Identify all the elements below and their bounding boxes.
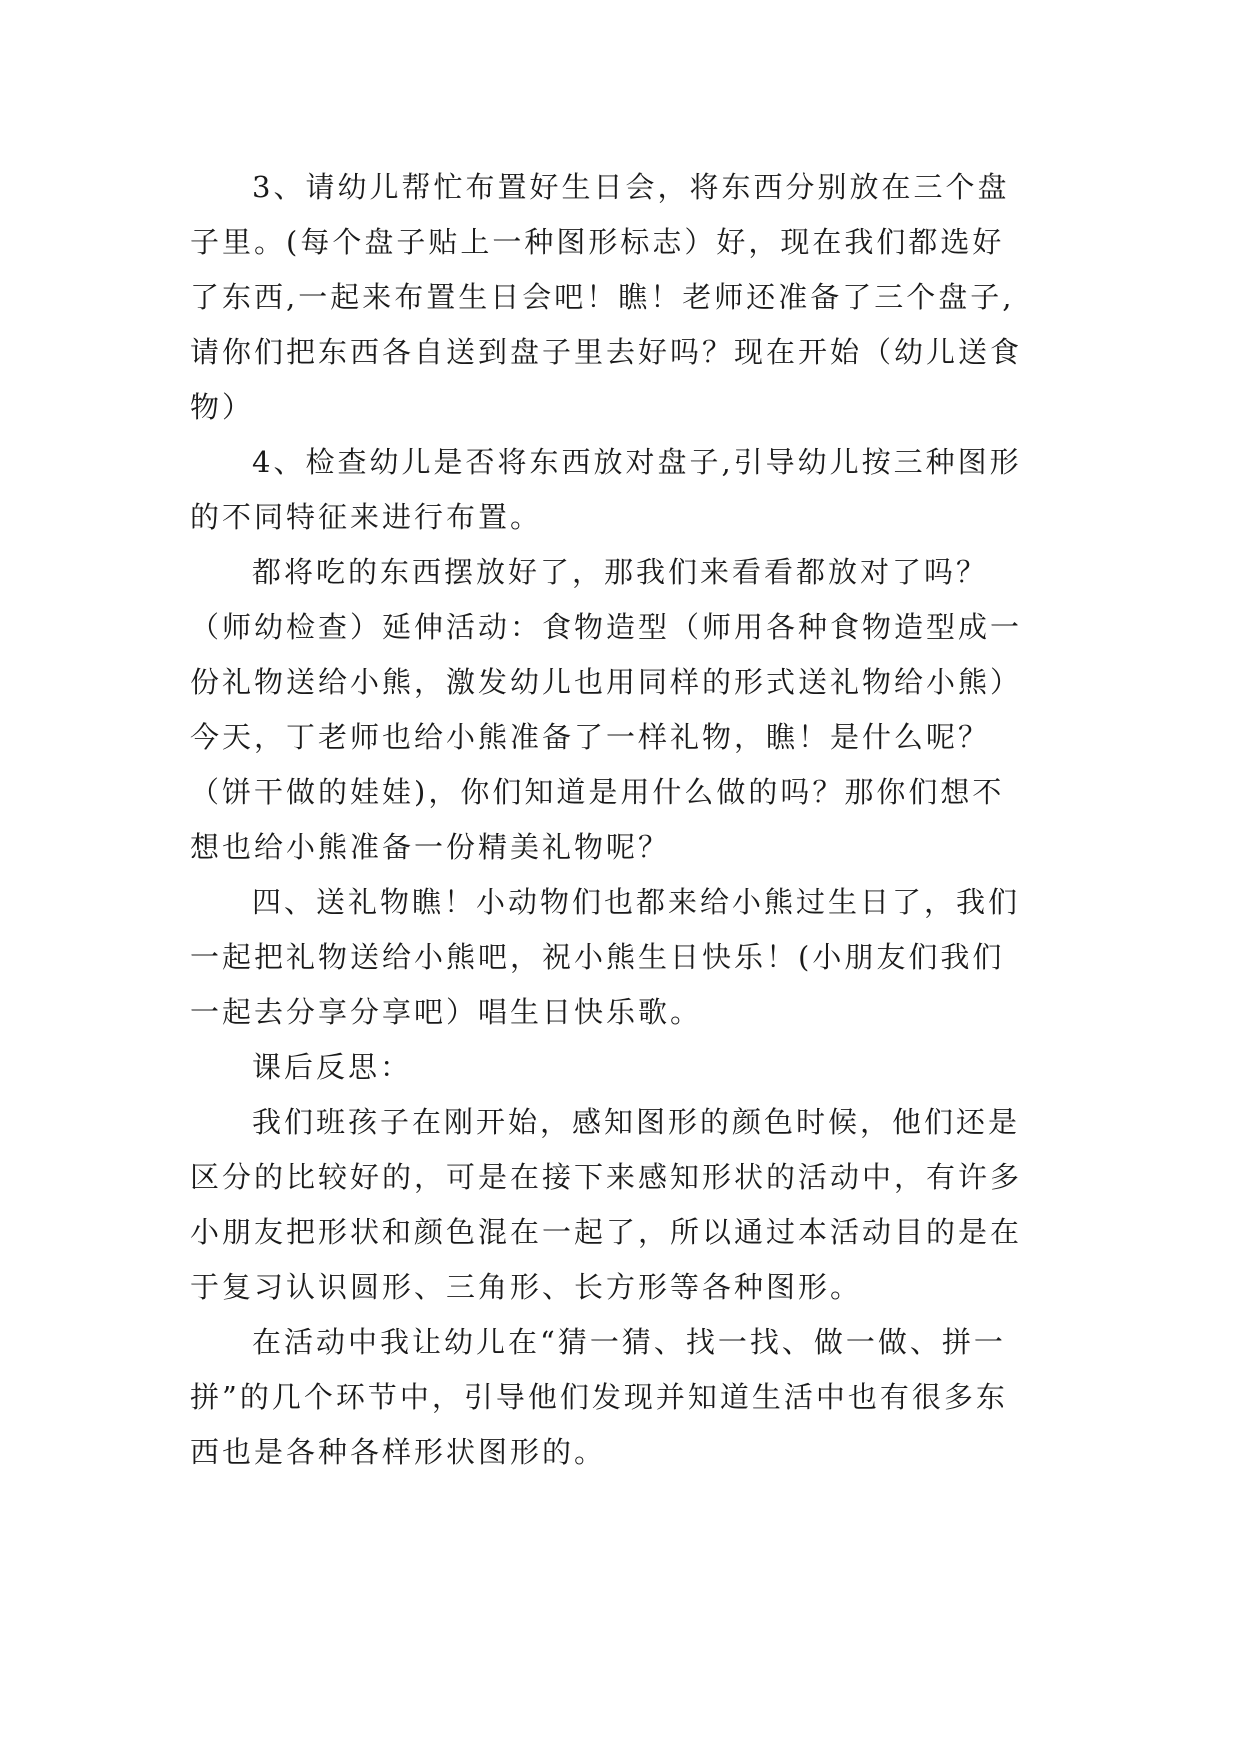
text-line: 4、检查幼儿是否将东西放对盘子,引导幼儿按三种图形 <box>252 445 1022 479</box>
paragraph-7 <box>190 1315 1080 1480</box>
paragraph-2 <box>190 435 1080 545</box>
text-line: 于复习认识圆形、三角形、长方形等各种图形。 <box>190 1270 863 1304</box>
text-line: （师幼检查）延伸活动：食物造型（师用各种食物造型成一 <box>190 610 1023 644</box>
text-line: 一起去分享分享吧）唱生日快乐歌。 <box>190 995 703 1029</box>
text-line: 区分的比较好的，可是在接下来感知形状的活动中，有许多 <box>190 1160 1023 1194</box>
text-line: 份礼物送给小熊，激发幼儿也用同样的形式送礼物给小熊） <box>190 665 1023 699</box>
text-line: 都将吃的东西摆放好了，那我们来看看都放对了吗？ <box>252 555 989 589</box>
paragraph-6 <box>190 1095 1080 1315</box>
text-line: 了东西,一起来布置生日会吧！瞧！老师还准备了三个盘子, <box>190 280 1015 314</box>
text-line: （饼干做的娃娃)，你们知道是用什么做的吗？那你们想不 <box>190 775 1005 809</box>
text-line: 我们班孩子在刚开始，感知图形的颜色时候，他们还是 <box>252 1105 1021 1139</box>
paragraph-5 <box>190 1040 1080 1095</box>
paragraph-3 <box>190 545 1080 875</box>
text-line: 小朋友把形状和颜色混在一起了，所以通过本活动目的是在 <box>190 1215 1023 1249</box>
text-line: 子里。(每个盘子贴上一种图形标志）好，现在我们都选好 <box>190 225 1005 259</box>
paragraph-4 <box>190 875 1080 1040</box>
text-line: 西也是各种各样形状图形的。 <box>190 1435 607 1469</box>
text-line: 今天，丁老师也给小熊准备了一样礼物，瞧！是什么呢？ <box>190 720 991 754</box>
paragraph-1 <box>190 160 1080 435</box>
text-line: 在活动中我让幼儿在“猜一猜、找一找、做一做、拼一 <box>252 1325 1006 1359</box>
text-line: 请你们把东西各自送到盘子里去好吗？现在开始（幼儿送食 <box>190 335 1023 369</box>
text-line: 拼”的几个环节中，引导他们发现并知道生活中也有很多东 <box>190 1380 1008 1414</box>
text-line: 一起把礼物送给小熊吧，祝小熊生日快乐！(小朋友们我们 <box>190 940 1005 974</box>
text-line: 物） <box>190 390 255 424</box>
text-line: 3、请幼儿帮忙布置好生日会，将东西分别放在三个盘 <box>252 170 1010 204</box>
text-line: 想也给小熊准备一份精美礼物呢？ <box>190 830 671 864</box>
document-body <box>190 160 1080 1480</box>
section-heading: 课后反思： <box>252 1050 413 1084</box>
text-line: 四、送礼物瞧！小动物们也都来给小熊过生日了，我们 <box>252 885 1021 919</box>
text-line: 的不同特征来进行布置。 <box>190 500 543 534</box>
